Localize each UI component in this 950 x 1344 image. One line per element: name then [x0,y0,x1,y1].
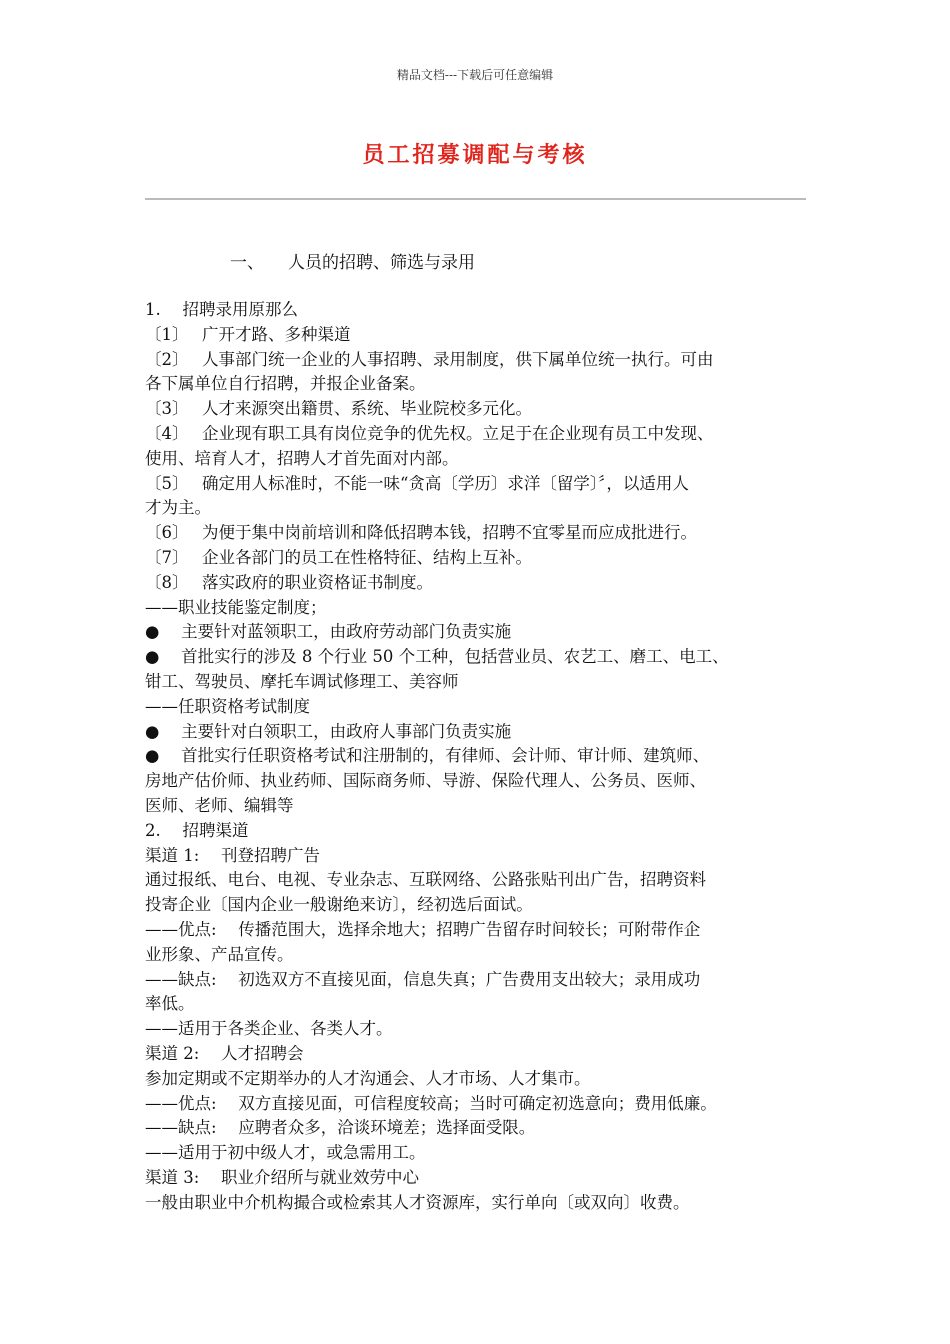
text-line: ——优点: 双方直接见面，可信程度较高；当时可确定初选意向；费用低廉。 [145,1093,717,1113]
text-line: 〔7〕 企业各部门的员工在性格特征、结构上互补。 [145,547,532,567]
text-line: 医师、老师、编辑等 [145,795,294,815]
section-number: 一、 [230,253,264,273]
text-line: 通过报纸、电台、电视、专业杂志、互联网络、公路张贴刊出广告，招聘资料 [145,870,706,890]
text-line: ——缺点: 初选双方不直接见面，信息失真；广告费用支出较大；录用成功 [145,969,701,989]
text-line: 〔1〕 广开才路、多种渠道 [145,324,351,344]
text-line: 〔6〕 为便于集中岗前培训和降低招聘本钱，招聘不宜零星而应成批进行。 [145,523,697,543]
text-line: ● 主要针对蓝领职工，由政府劳动部门负责实施 [145,622,512,642]
text-line: 1. 招聘录用原那么 [145,300,298,319]
text-line: 业形象、产品宣传。 [145,944,294,964]
text-line: ——任职资格考试制度 [145,696,310,716]
document-title: 员工招募调配与考核 [362,143,588,168]
text-line: 钳工、驾驶员、摩托车调试修理工、美容师 [145,671,459,691]
text-line: ● 主要针对白领职工，由政府人事部门负责实施 [145,721,512,741]
text-line: 房地产估价师、执业药师、国际商务师、导游、保险代理人、公务员、医师、 [145,771,706,791]
text-line: ——职业技能鉴定制度； [145,597,327,617]
text-line: 参加定期或不定期举办的人才沟通会、人才市场、人才集市。 [145,1068,591,1088]
text-line: 〔8〕 落实政府的职业资格证书制度。 [145,572,433,592]
text-line: 渠道 2: 人才招聘会 [145,1043,304,1063]
text-line: 率低。 [145,994,195,1014]
text-line: ——缺点: 应聘者众多，洽谈环境差；选择面受限。 [145,1118,536,1138]
text-line: 2. 招聘渠道 [145,820,249,840]
text-line: ——适用于初中级人才，或急需用工。 [145,1143,426,1163]
text-line: 〔4〕 企业现有职工具有岗位竞争的优先权。立足于在企业现有员工中发现、 [145,423,714,443]
text-line: 一般由职业中介机构撮合或检索其人才资源库，实行单向〔或双向〕收费。 [145,1192,690,1212]
text-line: 渠道 3: 职业介绍所与就业效劳中心 [145,1167,420,1187]
text-line: 〔5〕 确定用人标准时，不能一味“贪高〔学历〕求洋〔留学〕〞，以适用人 [145,473,689,493]
text-line: 才为主。 [145,498,211,518]
page-header: 精品文档---下载后可任意编辑 [396,68,554,82]
text-line: 〔2〕 人事部门统一企业的人事招聘、录用制度，供下属单位统一执行。可由 [145,349,714,369]
title-divider [145,198,806,200]
text-line: ● 首批实行任职资格考试和注册制的，有律师、会计师、审计师、建筑师、 [145,746,710,766]
text-line: 〔3〕 人才来源突出籍贯、系统、毕业院校多元化。 [145,399,532,419]
text-line: ——优点: 传播范围大，选择余地大；招聘广告留存时间较长；可附带作企 [145,919,701,939]
text-line: 各下属单位自行招聘，并报企业备案。 [145,374,426,394]
document-body [145,298,810,1215]
text-line: ——适用于各类企业、各类人才。 [145,1019,393,1039]
section-heading [230,248,475,273]
section-label: 人员的招聘、筛选与录用 [288,253,475,273]
text-line: ● 首批实行的涉及 8 个行业 50 个工种，包括营业员、农艺工、磨工、电工、 [145,647,729,667]
text-line: 渠道 1: 刊登招聘广告 [145,845,321,865]
text-line: 投寄企业〔国内企业一般谢绝来访〕，经初选后面试。 [145,895,533,915]
text-line: 使用、培育人才，招聘人才首先面对内部。 [145,448,459,468]
